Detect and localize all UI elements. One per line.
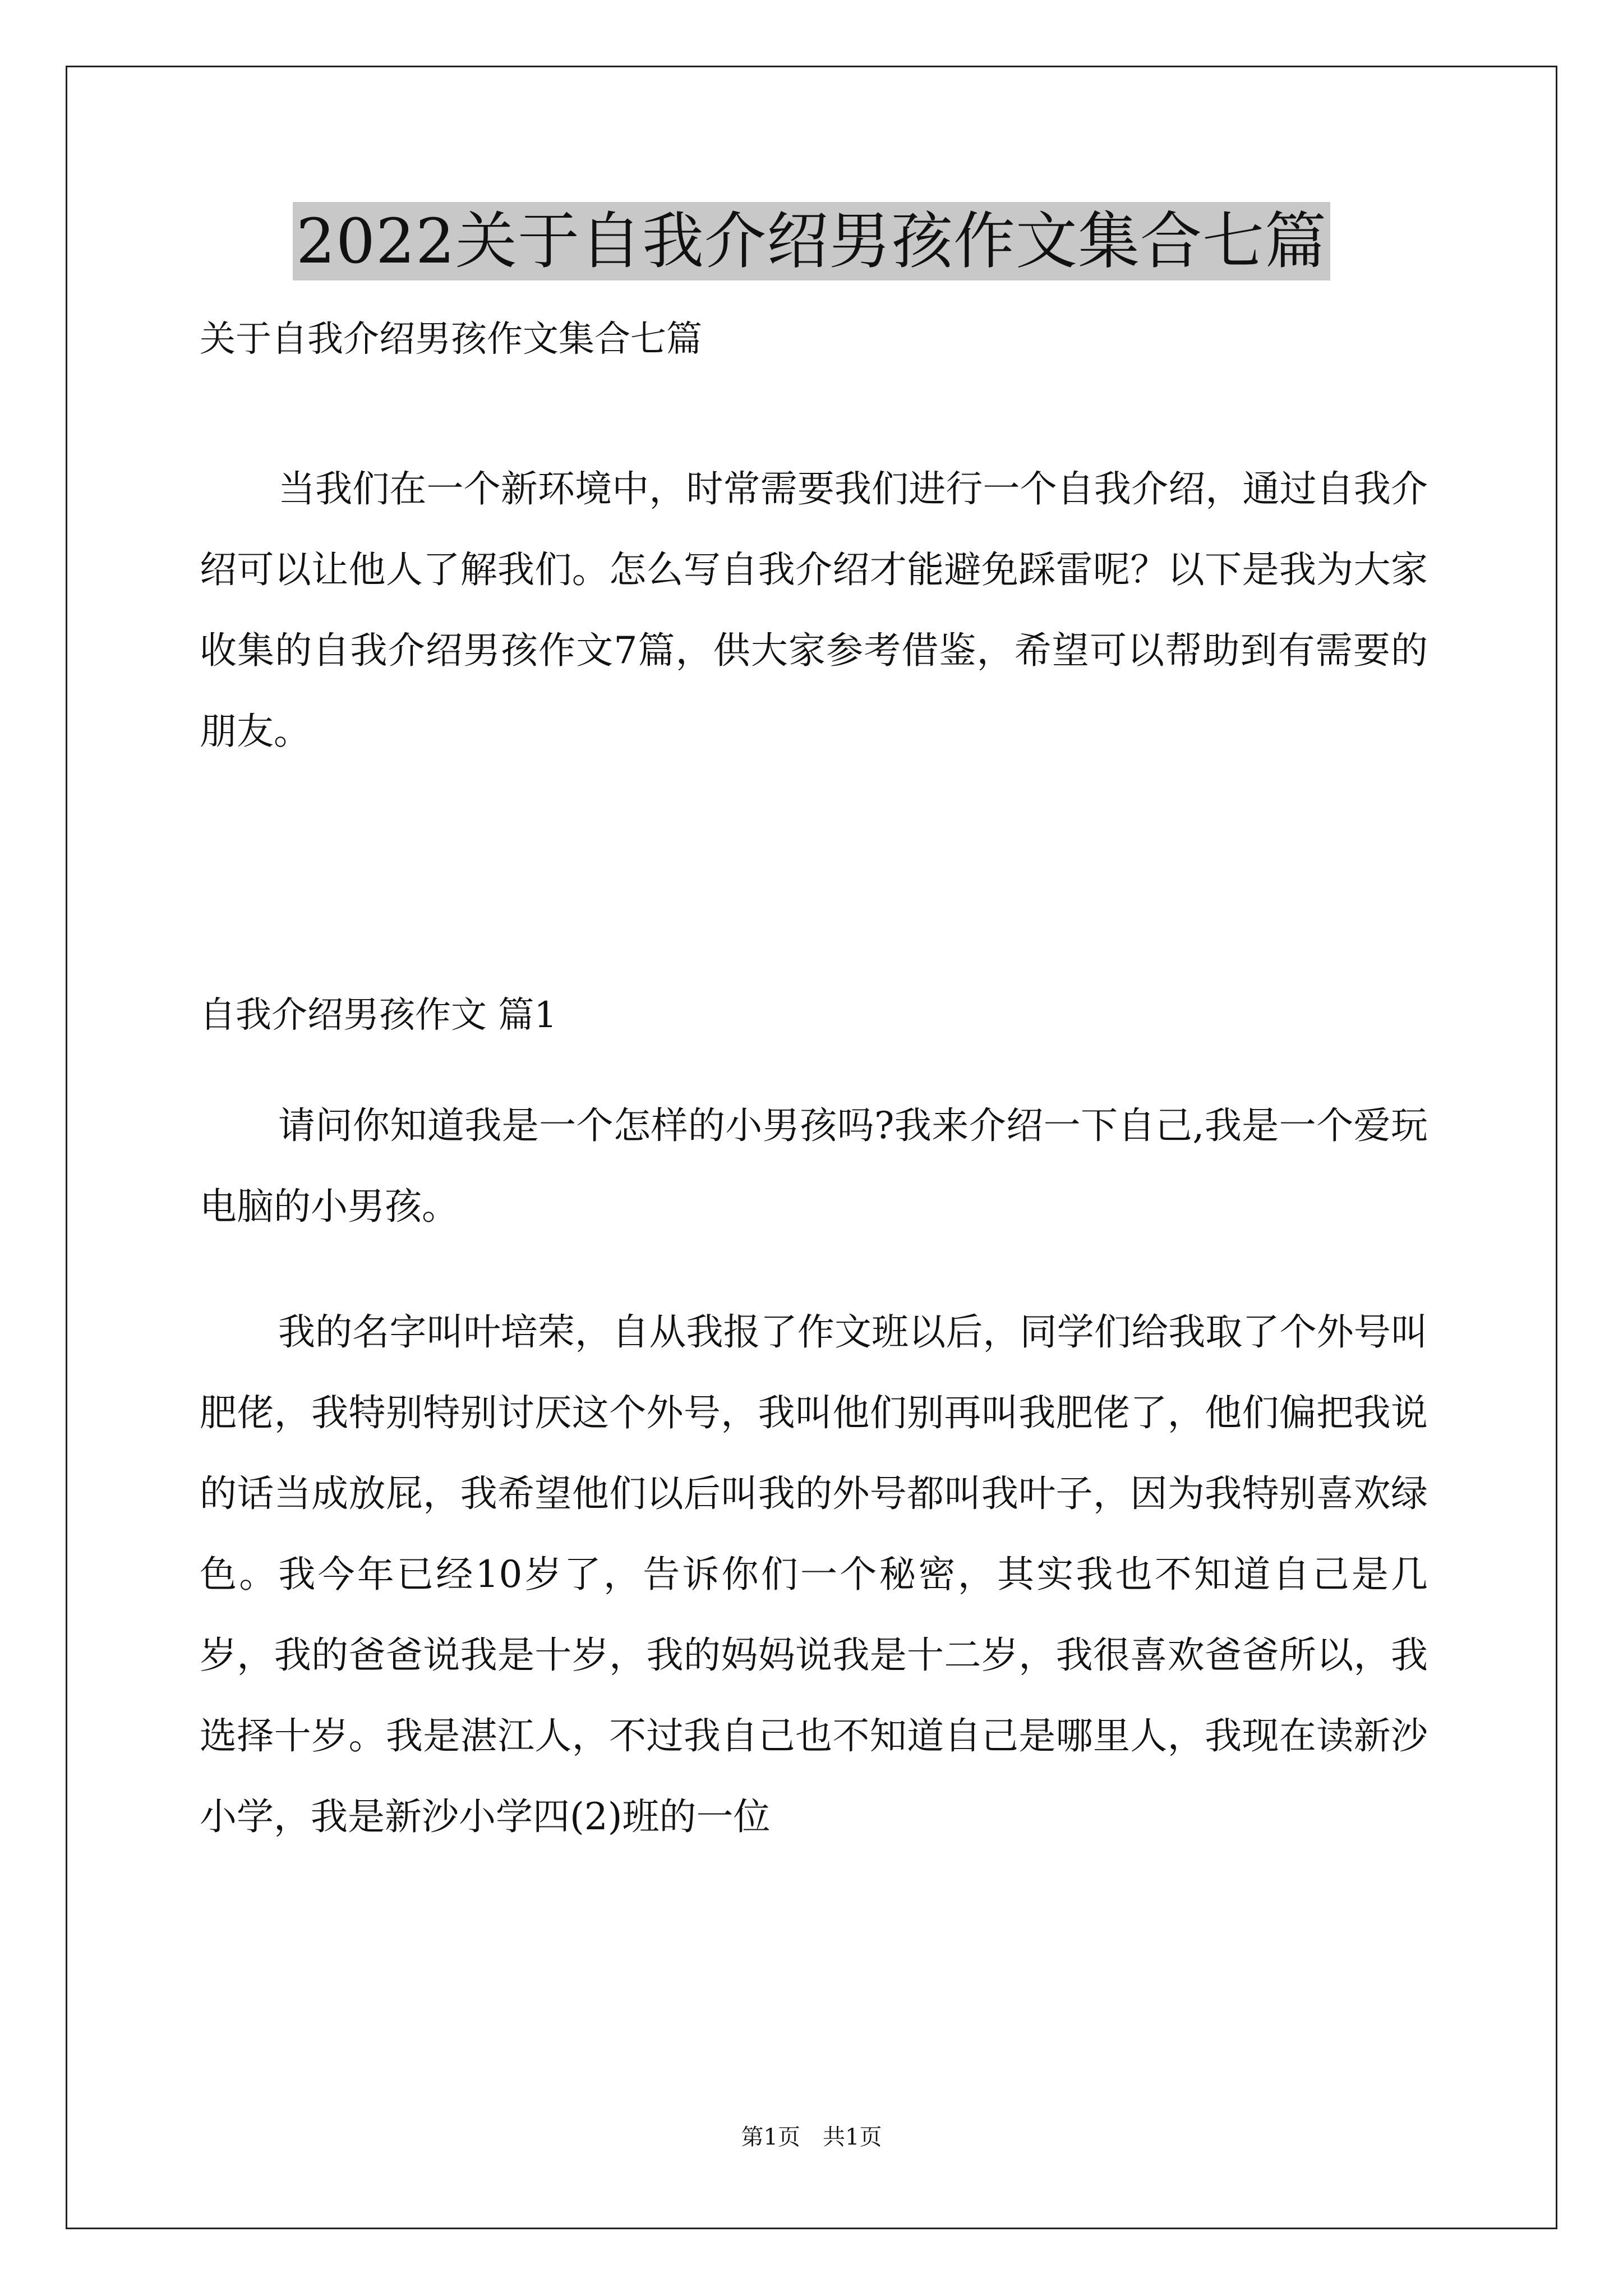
page-footer: 第1页 共1页 bbox=[741, 2124, 882, 2150]
title-container bbox=[0, 202, 1623, 280]
intro-paragraph: 当我们在一个新环境中，时常需要我们进行一个自我介绍，通过自我介绍可以让他人了解我们。怎么写自我介绍才能避免踩雷呢？以下是我为大家收集的自我介绍男孩作文7篇，供大家参考借鉴，希望可以帮助到有需要的朋友。 bbox=[200, 467, 1428, 753]
document-subtitle: 关于自我介绍男孩作文集合七篇 bbox=[200, 319, 702, 360]
document-title: 2022关于自我介绍男孩作文集合七篇 bbox=[293, 202, 1330, 280]
section-paragraph: 我的名字叫叶培荣，自从我报了作文班以后，同学们给我取了个外号叫肥佬，我特别特别讨厌这个外号，我叫他们别再叫我肥佬了，他们偏把我说的话当成放屁，我希望他们以后叫我的外号都叫我叶子，因为我特别喜欢绿色。我今年已经10岁了，告诉你们一个秘密，其实我也不知道自己是几岁，我的爸爸说我是十岁，我的妈妈说我是十二岁，我很喜欢爸爸所以，我选择十岁。我是湛江人，不过我自己也不知道自己是哪里人，我现在读新沙小学，我是新沙小学四(2)班的一位 bbox=[200, 1310, 1428, 1838]
section-paragraph: 请问你知道我是一个怎样的小男孩吗?我来介绍一下自己,我是一个爱玩电脑的小男孩。 bbox=[200, 1104, 1428, 1228]
section-heading: 自我介绍男孩作文 篇1 bbox=[200, 995, 557, 1036]
